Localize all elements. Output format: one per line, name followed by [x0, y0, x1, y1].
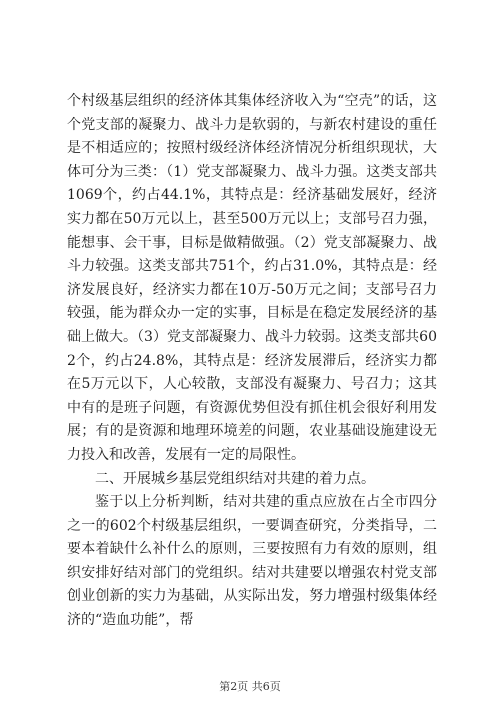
paragraph-pairing-focus: 鉴于以上分析判断，结对共建的重点应放在占全市四分之一的602个村级基层组织，一要调查研究，分类指导，二要本着缺什么补什么的原则，三要按照有力有效的原则，组织安排好结对部门的党组织。结对共建要以增强农村党支部创业创新的实力为基础，从实际出发，努力增强村级集体经济的“造血功能”，帮	[67, 494, 437, 629]
body-text	[67, 90, 437, 633]
section-heading: 二、开展城乡基层党组织结对共建的着力点。	[95, 470, 375, 487]
paragraph-village-analysis: 个村级基层组织的经济体其集体经济收入为“空壳”的话，这个党支部的凝聚力、战斗力是软弱的，与新农村建设的重任是不相适应的；按照村级经济体经济情况分析组织现状，大体可分为三类：（1）党支部凝聚力、战斗力强。这类支部共1069个，约占44.1%，其特点是：经济基础发展好，经济实力都在50万元以上，甚至500万元以上；支部号召力强，能想事、会干事，目标是做精做强。（2）党支部凝聚力、战斗力较强。这类支部共751个，约占31.0%，其特点是：经济发展良好，经济实力都在10万-50万元之间；支部号召力较强，能为群众办一定的实事，目标是在稳定发展经济的基础上做大。（3）党支部凝聚力、战斗力较弱。这类支部共602个，约占24.8%，其特点是：经济发展滞后，经济实力都在5万元以下，人心较散，支部没有凝聚力、号召力；这其中有的是班子问题，有资源优势但没有抓住机会很好利用发展；有的是资源和地理环境差的问题，农业基础设施建设无力投入和改善，发展有一定的局限性。	[67, 93, 437, 463]
page-footer: 第2页 共6页	[219, 680, 281, 693]
